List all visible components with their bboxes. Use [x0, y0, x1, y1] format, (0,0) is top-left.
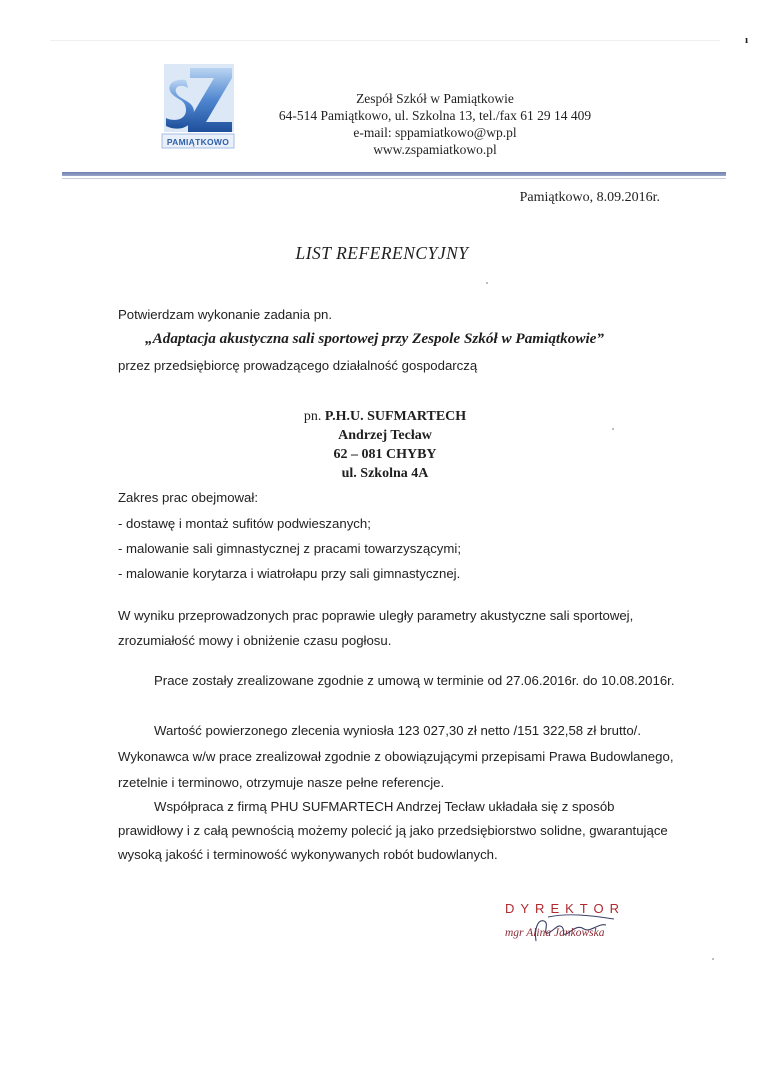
scope-item: - malowanie korytarza i wiatrołapu przy sali gimnastycznej.: [118, 566, 461, 581]
letterhead-divider-thin: [62, 178, 726, 179]
logo-caption: PAMIĄTKOWO: [166, 137, 230, 147]
school-letterhead: [250, 90, 620, 158]
school-name: Zespół Szkół w Pamiątkowie: [356, 91, 514, 106]
contractor-postal: 62 – 081 CHYBY: [333, 447, 437, 462]
letter-date: Pamiątkowo, 8.09.2016r.: [519, 190, 660, 205]
contractor-name-line: [250, 407, 520, 426]
contractor-owner: Andrzej Tecław: [338, 428, 432, 443]
school-address: 64-514 Pamiątkowo, ul. Szkolna 13, tel./fax 61 29 14 409: [278, 108, 592, 123]
contractor-prefix: pn.: [303, 409, 322, 424]
intro-line: Potwierdzam wykonanie zadania pn.: [118, 307, 333, 322]
top-scan-line: [50, 40, 720, 41]
task-name: „Adaptacja akustyczna sali sportowej przy Zespole Szkół w Pamiątkowie”: [145, 330, 605, 347]
scan-speck: [712, 958, 714, 960]
scope-item: - malowanie sali gimnastycznej z pracami towarzyszącymi;: [118, 541, 461, 556]
director-name: mgr Alina Jankowska: [505, 927, 605, 939]
scope-item: - dostawę i montaż sufitów podwieszanych;: [118, 516, 371, 531]
cooperation-paragraph: Współpraca z firmą PHU SUFMARTECH Andrzej Tecław układała się z sposób prawidłowy i z całą pewnością możemy polecić ją jako przedsiębiorstwo solidne, gwarantujące wysoką jakość i terminowość wykonywanych robót budowlanych.: [118, 799, 668, 862]
school-website: www.zspamiatkowo.pl: [373, 142, 497, 157]
document-title: LIST REFERENCYJNY: [295, 243, 469, 263]
director-stamp-label: DYREKTOR: [505, 901, 625, 916]
letterhead-divider: [62, 172, 726, 176]
result-paragraph: W wyniku przeprowadzonych prac poprawie uległy parametry akustyczne sali sportowej, zrozumiałość mowy i obniżenie czasu pogłosu.: [118, 608, 634, 648]
contractor-name: P.H.U. SUFMARTECH: [324, 409, 467, 424]
scan-speck: [612, 428, 614, 430]
scope-heading: Zakres prac obejmował:: [118, 490, 258, 505]
contractor-street: ul. Szkolna 4A: [341, 466, 429, 481]
school-email: e-mail: sppamiatkowo@wp.pl: [353, 125, 517, 140]
value-paragraph: Wartość powierzonego zlecenia wyniosła 123 027,30 zł netto /151 322,58 zł brutto/. Wykonawca w/w prace zrealizował zgodnie z obowiązującymi przepisami Prawa Budowlanego, rzetelnie i terminowo, otrzymuje nasze pełne referencje.: [118, 723, 674, 790]
intro-contractor-line: przez przedsiębiorcę prowadzącego działalność gospodarczą: [118, 358, 478, 373]
realization-paragraph: Prace zostały zrealizowane zgodnie z umową w terminie od 27.06.2016r. do 10.08.2016r.: [154, 673, 675, 688]
corner-mark: ı: [745, 34, 749, 46]
contractor-block: [250, 407, 520, 483]
scan-speck: [486, 282, 488, 284]
